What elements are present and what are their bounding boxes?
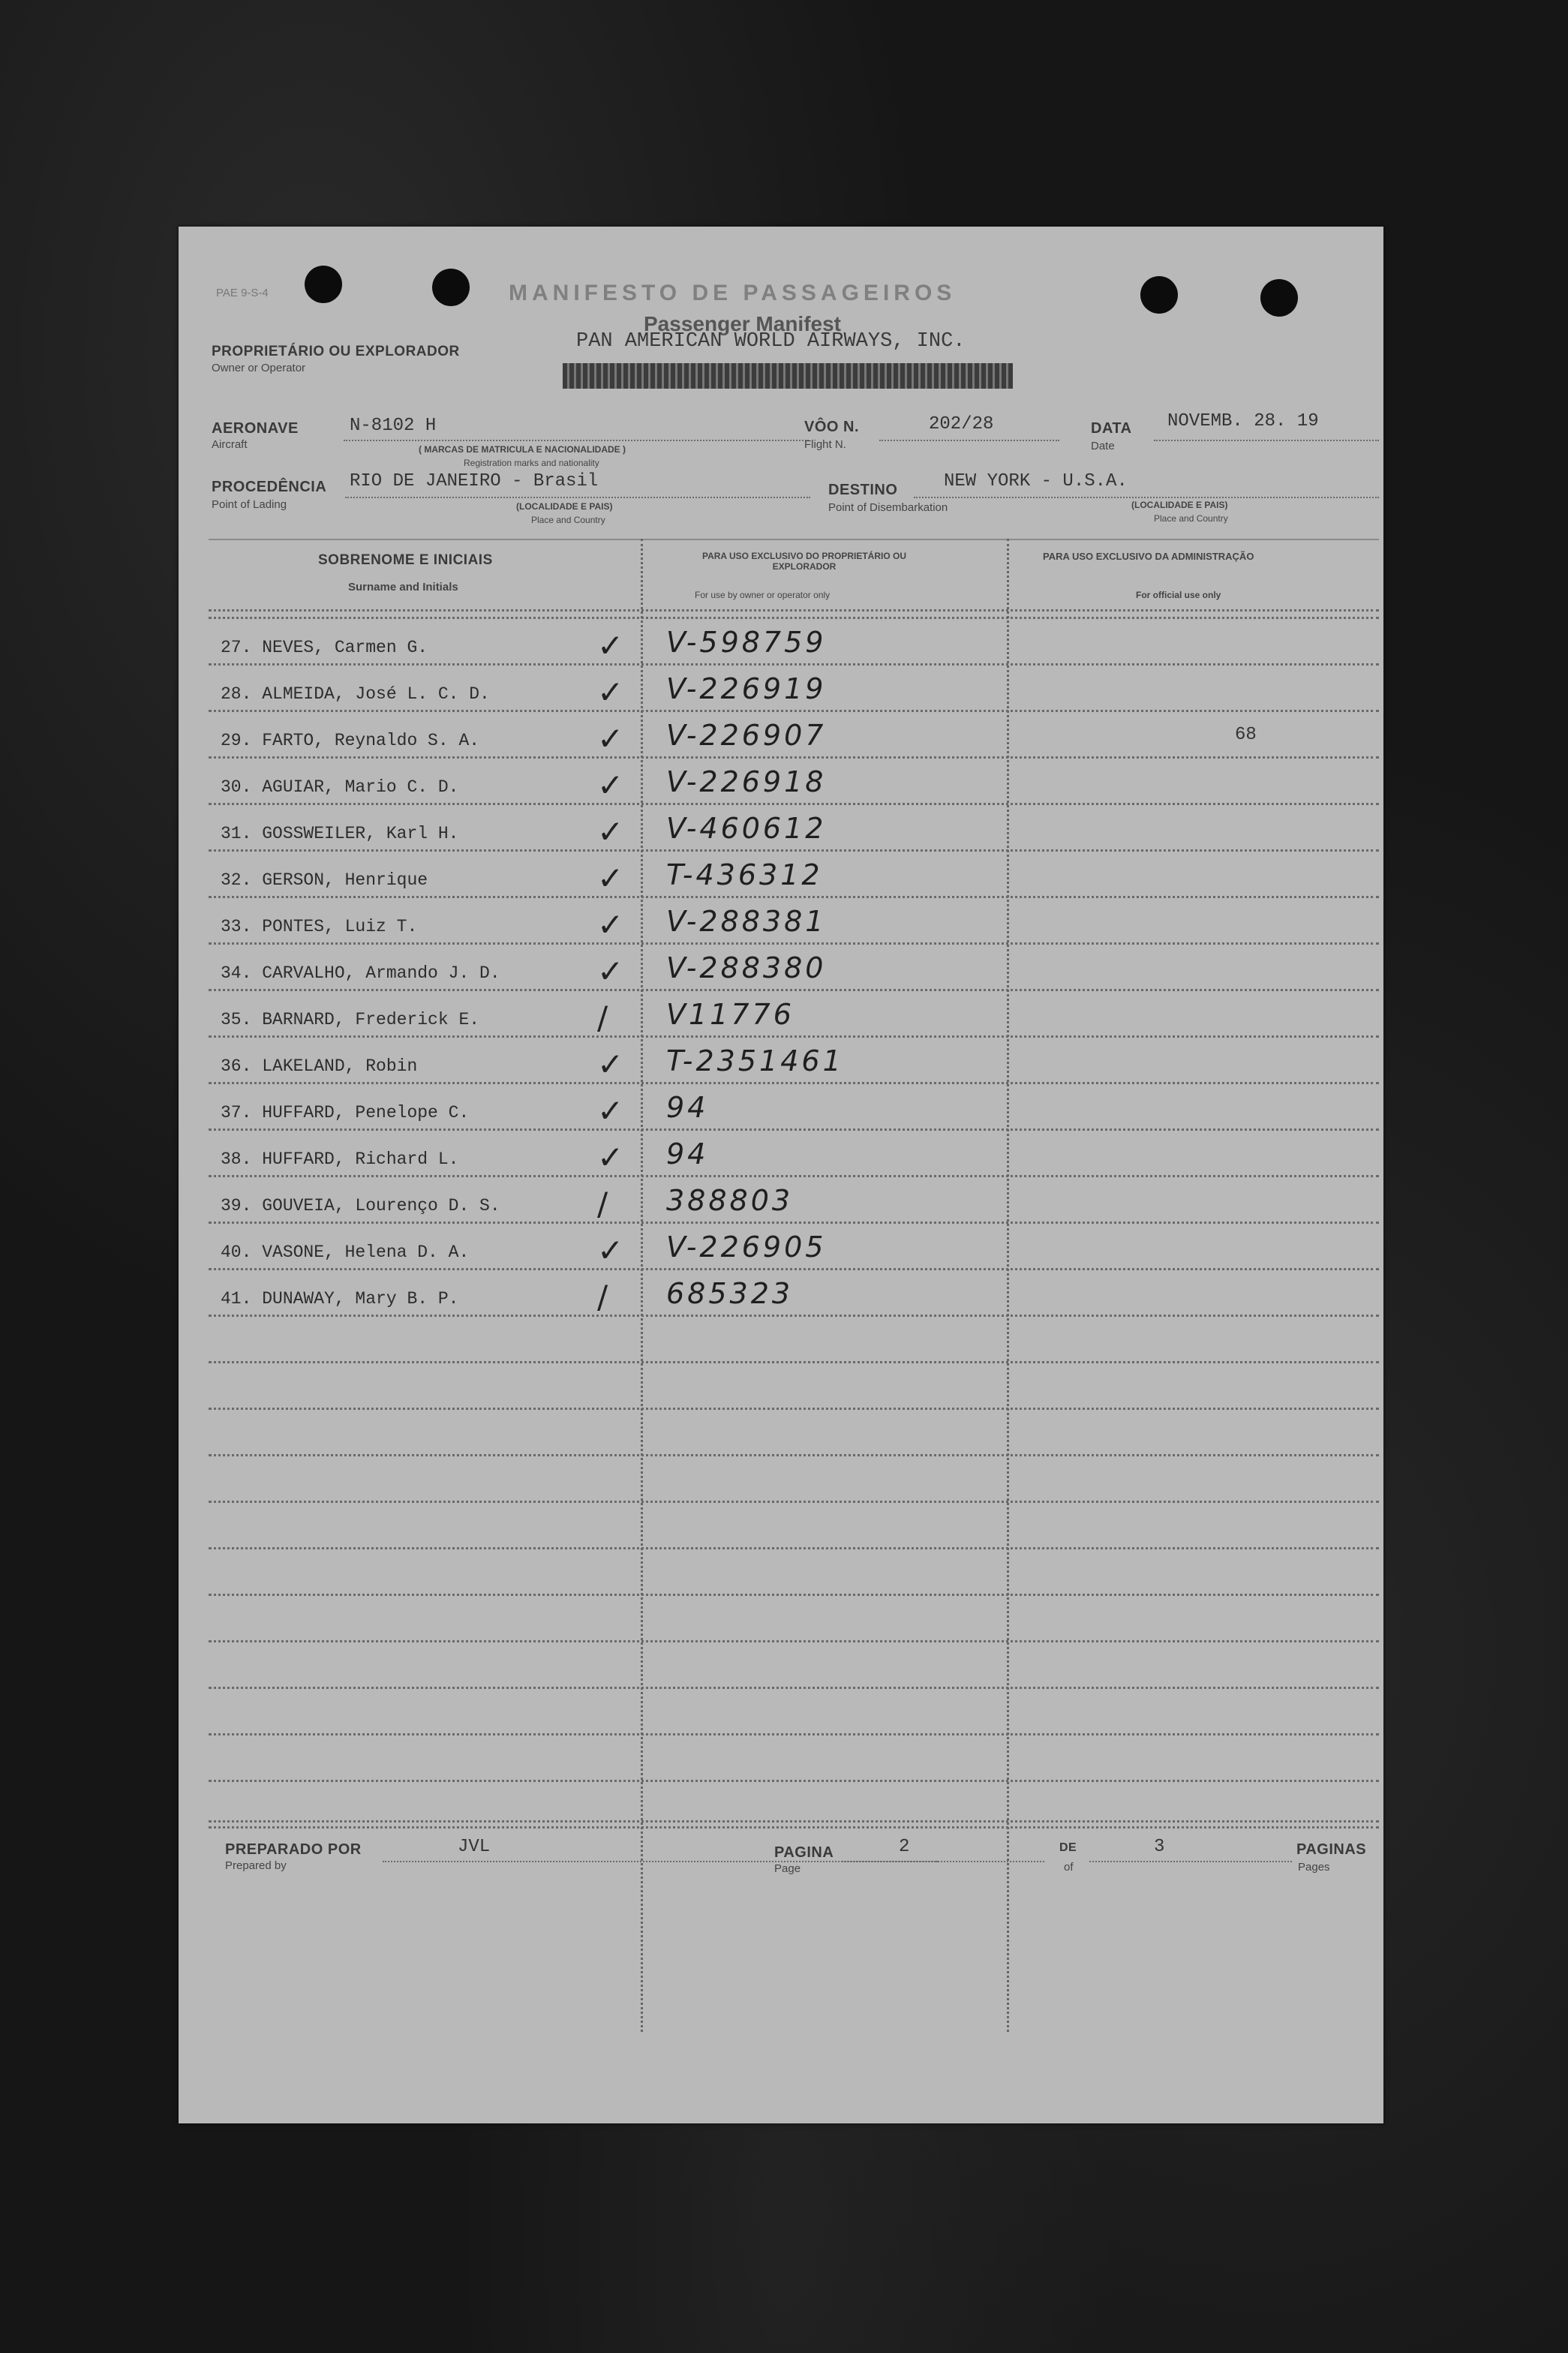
of-label: DE <box>1059 1841 1077 1854</box>
check-mark-icon: ✓ <box>597 813 624 850</box>
check-mark-icon: ✓ <box>597 1139 624 1176</box>
check-mark-icon: ✓ <box>597 767 624 804</box>
form-code: PAE 9-S-4 <box>216 287 269 299</box>
manifest-subtitle: Passenger Manifest <box>644 312 841 335</box>
row-line <box>209 756 1379 759</box>
date-value: NOVEMB. 28. 19 <box>1167 411 1319 431</box>
document-number: 94 <box>666 1137 709 1170</box>
check-mark-icon: ✓ <box>597 1092 624 1129</box>
check-mark-icon: ✓ <box>597 627 624 664</box>
footer-line <box>209 1820 1379 1823</box>
page-label-en: Page <box>774 1862 801 1875</box>
destination-label-en: Point of Disembarkation <box>828 501 948 514</box>
document-number: V-598759 <box>666 626 827 659</box>
passenger-name: 38. HUFFARD, Richard L. <box>221 1149 459 1169</box>
admin-note: 68 <box>1235 725 1257 745</box>
manifest-sheet <box>179 227 1383 2123</box>
destination-hint-en: Place and Country <box>1154 513 1228 524</box>
column-header-name: SOBRENOME E INICIAIS <box>318 552 493 568</box>
passenger-name: 39. GOUVEIA, Lourenço D. S. <box>221 1196 500 1216</box>
document-number: V11776 <box>666 998 795 1031</box>
row-line <box>209 1361 1379 1363</box>
document-number: V-226905 <box>666 1231 827 1264</box>
flight-value: 202/28 <box>929 414 994 434</box>
flight-label-en: Flight N. <box>804 438 846 451</box>
passenger-name: 41. DUNAWAY, Mary B. P. <box>221 1289 459 1309</box>
document-number: 94 <box>666 1091 709 1124</box>
row-line <box>209 1128 1379 1131</box>
passenger-name: 27. NEVES, Carmen G. <box>221 638 428 657</box>
origin-hint-en: Place and Country <box>531 515 605 525</box>
pages-label: PAGINAS <box>1296 1841 1367 1858</box>
document-number: V-226919 <box>666 672 827 705</box>
prepared-by-label: PREPARADO POR <box>225 1841 362 1858</box>
origin-label: PROCEDÊNCIA <box>212 479 327 495</box>
origin-line <box>345 497 810 498</box>
column-header-owner-en: For use by owner or operator only <box>695 590 831 600</box>
passenger-name: 28. ALMEIDA, José L. C. D. <box>221 684 490 704</box>
check-mark-icon: / <box>597 1279 608 1315</box>
manifest-title: MANIFESTO DE PASSAGEIROS <box>509 281 957 305</box>
document-number: T-2351461 <box>666 1044 844 1077</box>
passenger-name: 32. GERSON, Henrique <box>221 870 428 890</box>
passenger-name: 31. GOSSWEILER, Karl H. <box>221 824 459 843</box>
pages-value: 3 <box>1154 1837 1165 1857</box>
date-label: DATA <box>1091 420 1132 437</box>
passenger-name: 29. FARTO, Reynaldo S. A. <box>221 731 480 750</box>
aircraft-label: AERONAVE <box>212 420 299 437</box>
column-header-admin-en: For official use only <box>1136 590 1221 600</box>
check-mark-icon: ✓ <box>597 860 624 897</box>
aircraft-label-en: Aircraft <box>212 438 248 451</box>
passenger-name: 37. HUFFARD, Penelope C. <box>221 1103 470 1122</box>
pages-label-en: Pages <box>1298 1861 1330 1874</box>
passenger-name: 34. CARVALHO, Armando J. D. <box>221 963 500 983</box>
column-header-name-en: Surname and Initials <box>348 581 458 594</box>
date-label-en: Date <box>1091 440 1115 452</box>
check-mark-icon: ✓ <box>597 720 624 757</box>
aircraft-value: N-8102 H <box>350 416 437 436</box>
row-line <box>209 1640 1379 1642</box>
destination-label: DESTINO <box>828 482 898 498</box>
page-label: PAGINA <box>774 1844 834 1861</box>
passenger-name: 33. PONTES, Luiz T. <box>221 917 418 936</box>
row-line <box>209 1687 1379 1689</box>
document-number: 685323 <box>666 1277 794 1310</box>
passenger-name: 35. BARNARD, Frederick E. <box>221 1010 480 1029</box>
aircraft-line <box>344 440 809 441</box>
column-header-owner: PARA USO EXCLUSIVO DO PROPRIETÁRIO OU EXPLORADOR <box>701 551 907 572</box>
row-line <box>209 942 1379 945</box>
table-top-line <box>209 539 1379 540</box>
prepared-by-label-en: Prepared by <box>225 1859 287 1872</box>
table-header-line-1 <box>209 609 1379 612</box>
check-mark-icon: ✓ <box>597 1232 624 1269</box>
row-line <box>209 1408 1379 1410</box>
row-line <box>209 1035 1379 1038</box>
document-number: T-436312 <box>666 858 823 891</box>
document-number: V-288381 <box>666 905 827 938</box>
row-line <box>209 710 1379 712</box>
row-line <box>209 1454 1379 1456</box>
date-line <box>1154 440 1379 441</box>
table-header-line-2 <box>209 617 1379 619</box>
row-line <box>209 1780 1379 1782</box>
owner-label-en: Owner or Operator <box>212 362 306 374</box>
row-line <box>209 1315 1379 1317</box>
aircraft-hint: ( MARCAS DE MATRICULA E NACIONALIDADE ) <box>419 444 626 455</box>
origin-value: RIO DE JANEIRO - Brasil <box>350 471 599 491</box>
destination-line <box>914 497 1379 498</box>
punch-hole-right-2 <box>1260 279 1298 317</box>
check-mark-icon: ✓ <box>597 953 624 990</box>
destination-hint: (LOCALIDADE E PAIS) <box>1131 500 1228 510</box>
passenger-name: 30. AGUIAR, Mario C. D. <box>221 777 459 797</box>
punch-hole-left-2 <box>432 269 470 306</box>
check-mark-icon: ✓ <box>597 906 624 943</box>
row-line <box>209 849 1379 852</box>
company-name: PAN AMERICAN WORLD AIRWAYS, INC. <box>576 330 966 353</box>
row-line <box>209 1733 1379 1735</box>
owner-label: PROPRIETÁRIO OU EXPLORADOR <box>212 344 460 359</box>
column-header-admin: PARA USO EXCLUSIVO DA ADMINISTRAÇÃO <box>1043 551 1254 562</box>
check-mark-icon: ✓ <box>597 1046 624 1083</box>
destination-value: NEW YORK - U.S.A. <box>944 471 1128 491</box>
document-number: V-226907 <box>666 719 827 752</box>
row-line <box>209 1501 1379 1503</box>
check-mark-icon: / <box>597 1186 608 1222</box>
origin-label-en: Point of Lading <box>212 498 287 511</box>
origin-hint: (LOCALIDADE E PAIS) <box>516 501 613 512</box>
document-number: V-226918 <box>666 765 827 798</box>
prepared-by-value: JVL <box>458 1837 491 1857</box>
punch-hole-right-1 <box>1140 276 1178 314</box>
of-label-en: of <box>1064 1861 1074 1874</box>
pages-line <box>1089 1861 1292 1862</box>
check-mark-icon: / <box>597 999 608 1036</box>
column-divider-2 <box>1007 539 1009 2032</box>
row-line <box>209 1175 1379 1177</box>
row-line <box>209 1826 1379 1829</box>
row-line <box>209 1268 1379 1270</box>
row-line <box>209 896 1379 898</box>
row-line <box>209 663 1379 666</box>
passenger-name: 36. LAKELAND, Robin <box>221 1056 418 1076</box>
row-line <box>209 1547 1379 1549</box>
document-number: V-460612 <box>666 812 827 845</box>
page-value: 2 <box>899 1837 910 1857</box>
check-mark-icon: ✓ <box>597 674 624 711</box>
row-line <box>209 1594 1379 1596</box>
struck-out-text <box>563 363 1013 389</box>
flight-label: VÔO N. <box>804 419 860 435</box>
flight-line <box>879 440 1059 441</box>
document-number: V-288380 <box>666 951 827 984</box>
punch-hole-left-1 <box>305 266 342 303</box>
page-line <box>842 1861 1044 1862</box>
aircraft-hint-en: Registration marks and nationality <box>464 458 599 468</box>
passenger-name: 40. VASONE, Helena D. A. <box>221 1243 470 1262</box>
row-line <box>209 989 1379 991</box>
document-number: 388803 <box>666 1184 794 1217</box>
column-divider-1 <box>641 539 643 2032</box>
row-line <box>209 803 1379 805</box>
row-line <box>209 1222 1379 1224</box>
row-line <box>209 1082 1379 1084</box>
